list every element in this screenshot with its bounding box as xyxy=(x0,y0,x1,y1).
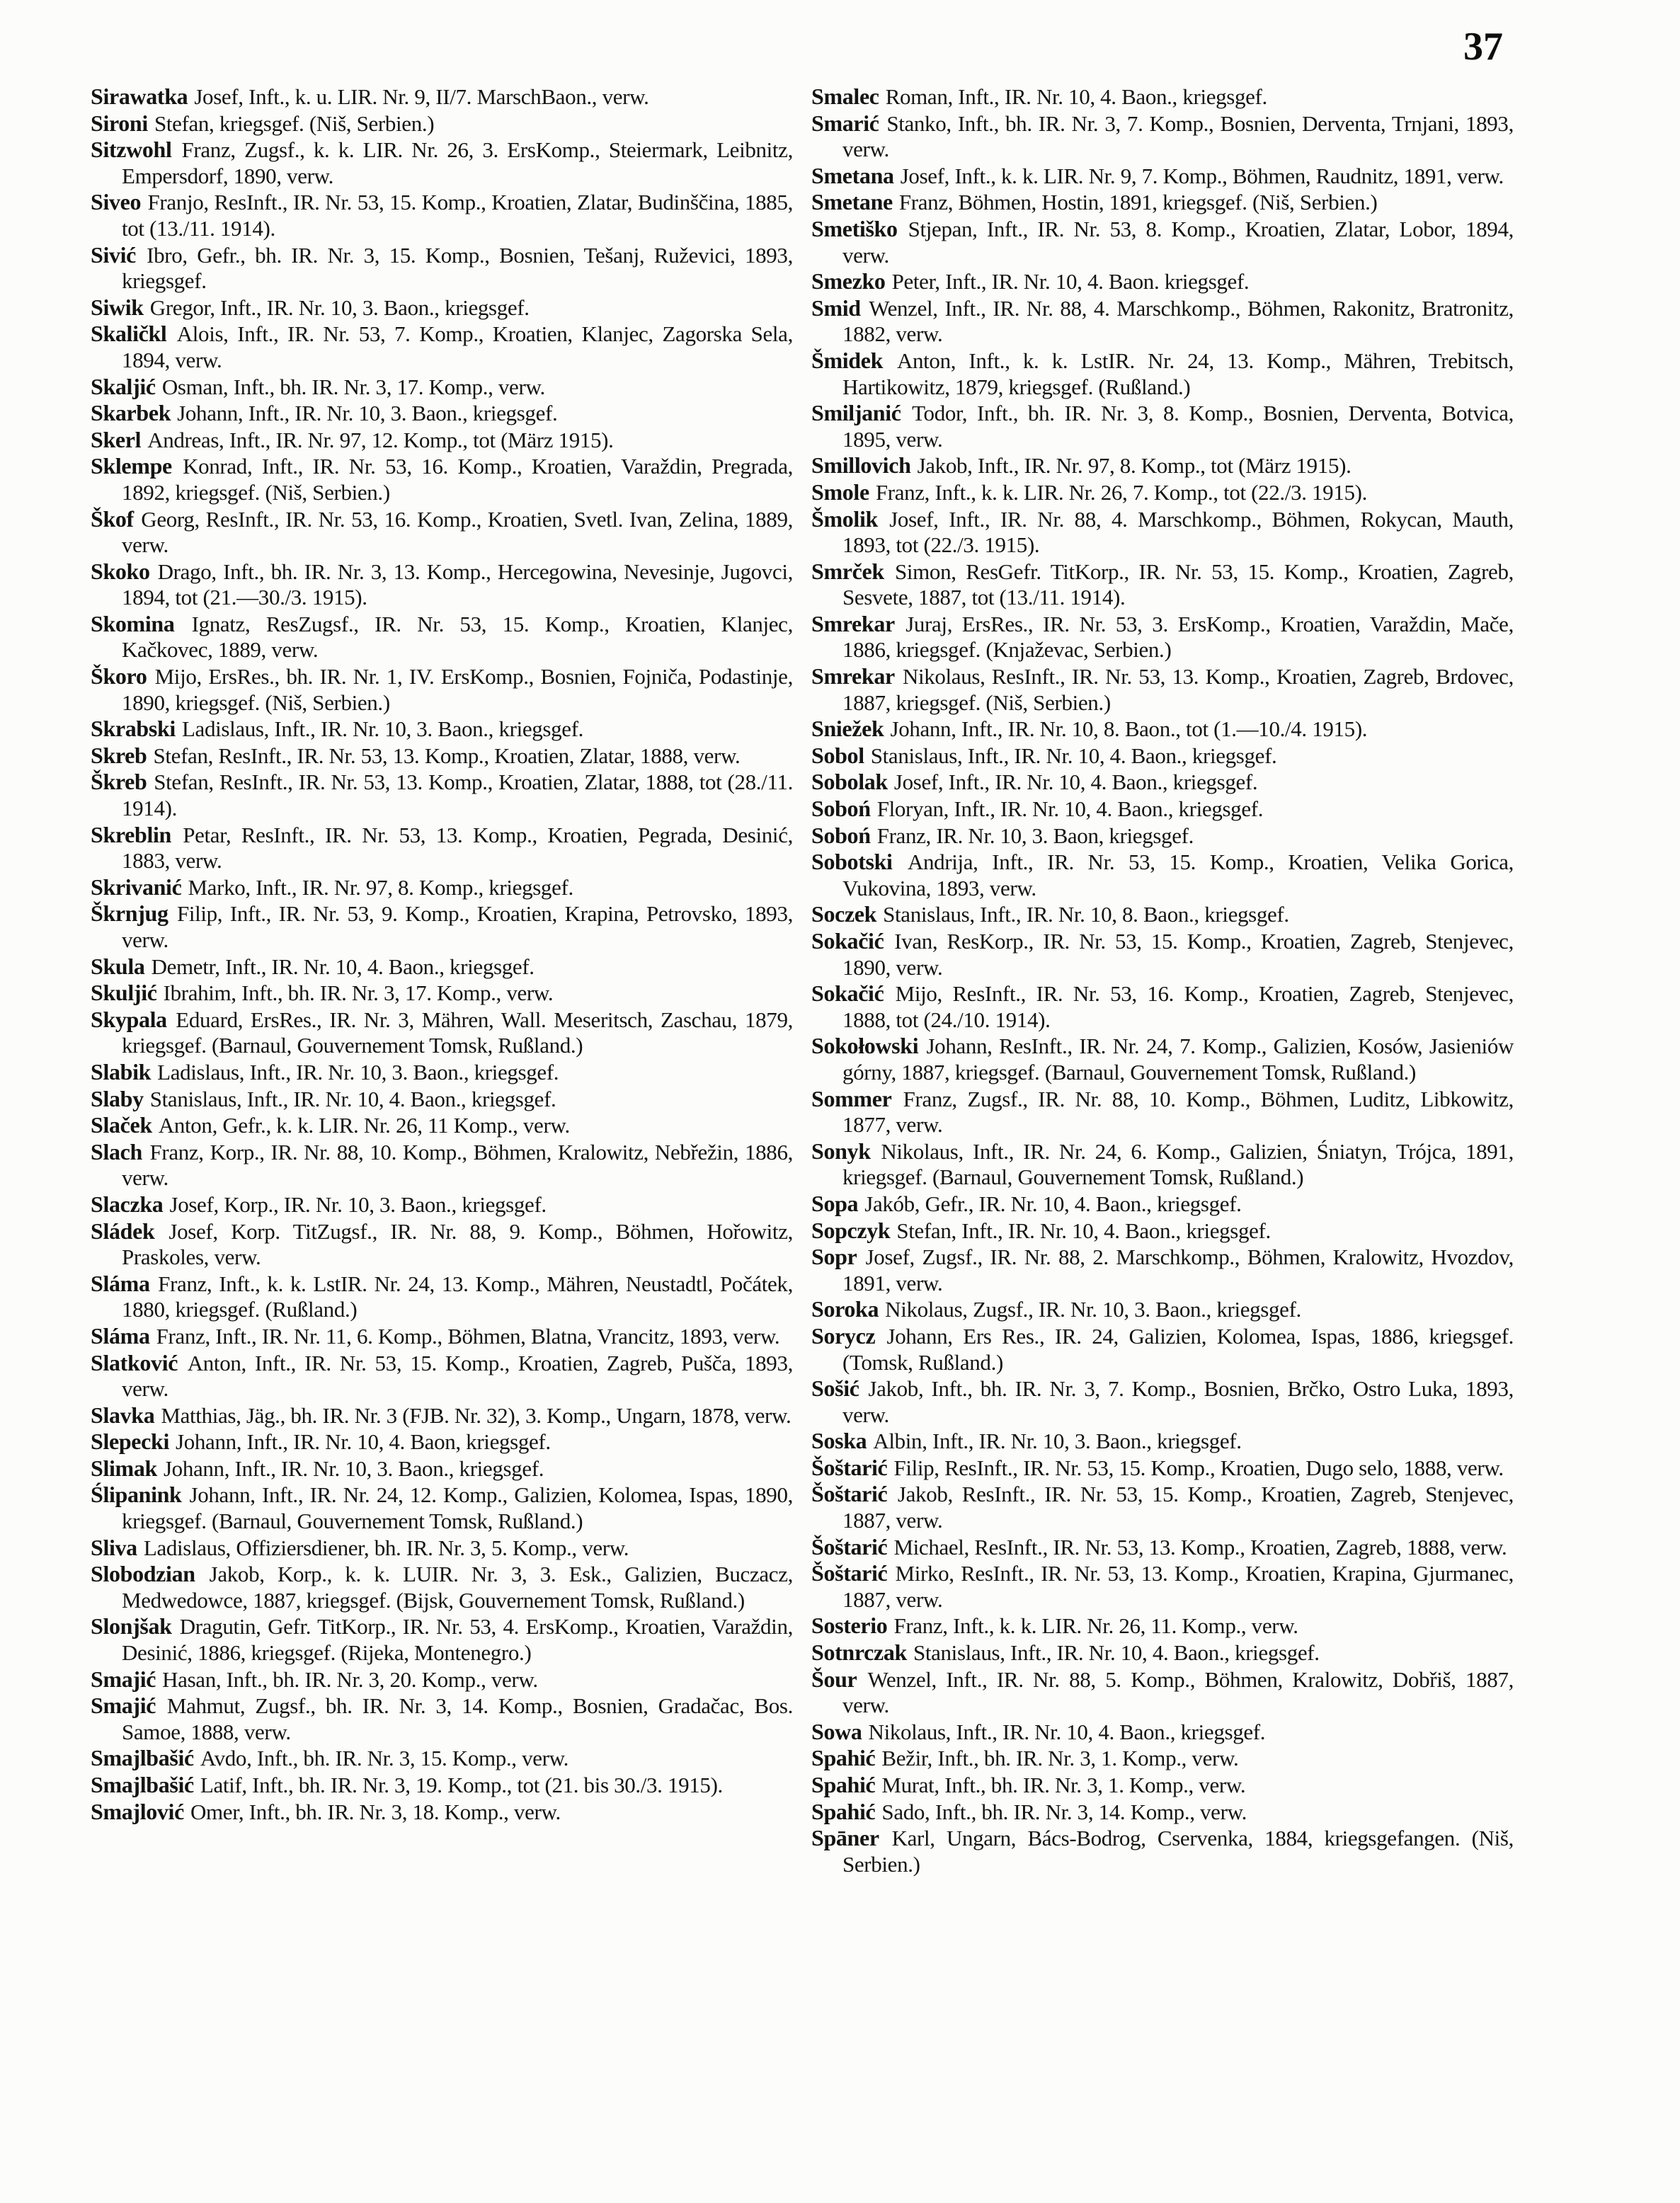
entry-details: Stanislaus, Inft., IR. Nr. 10, 4. Baon., kriegsgef. xyxy=(149,1086,556,1111)
register-entry xyxy=(91,1350,793,1402)
register-entry xyxy=(811,928,1514,980)
entry-details: Josef, Inft., k. u. LIR. Nr. 9, II/7. MarschBaon., verw. xyxy=(194,84,649,109)
register-entry xyxy=(811,1772,1514,1799)
entry-details: Ibro, Gefr., bh. IR. Nr. 3, 15. Komp., Bosnien, Tešanj, Ruževici, 1893, kriegsgef. xyxy=(122,242,793,294)
entry-details: Filip, ResInft., IR. Nr. 53, 15. Komp., Kroatien, Dugo selo, 1888, verw. xyxy=(893,1455,1504,1480)
entry-details: Anton, Inft., k. k. LstIR. Nr. 24, 13. Komp., Mähren, Trebitsch, Hartikowitz, 1879, kriegsgef. (Rußland.) xyxy=(842,348,1514,399)
entry-details: Todor, Inft., bh. IR. Nr. 3, 8. Komp., Bosnien, Derventa, Botvica, 1895, verw. xyxy=(842,401,1514,452)
register-entry xyxy=(91,1772,793,1799)
entry-surname: Soczek xyxy=(811,901,877,927)
entry-surname: Smrekar xyxy=(811,610,895,636)
register-entry xyxy=(811,1719,1514,1746)
register-entry xyxy=(811,1560,1514,1613)
register-entry xyxy=(91,822,793,874)
register-entry xyxy=(91,1086,793,1113)
entry-surname: Slavka xyxy=(91,1402,155,1428)
entry-surname: Slatković xyxy=(91,1349,178,1375)
register-entry xyxy=(811,559,1514,611)
entry-surname: Smetana xyxy=(811,162,894,188)
entry-surname: Skypala xyxy=(91,1006,167,1032)
register-entry xyxy=(91,84,793,110)
register-entry xyxy=(91,980,793,1007)
register-entry xyxy=(91,1613,793,1666)
entry-details: Eduard, ErsRes., IR. Nr. 3, Mähren, Wall. Meseritsch, Zaschau, 1879, kriegsgef. (Barnaul, Gouvernement Tomsk, Rußland.) xyxy=(122,1007,793,1058)
register-entry xyxy=(811,1745,1514,1772)
entry-details: Josef, Inft., IR. Nr. 88, 4. Marschkomp., Böhmen, Rokycan, Mauth, 1893, tot (22./3. 1915). xyxy=(842,506,1514,558)
entry-details: Stefan, Inft., IR. Nr. 10, 4. Baon., kriegsgef. xyxy=(896,1218,1271,1243)
register-entry xyxy=(811,1086,1514,1138)
register-entry xyxy=(811,1666,1514,1719)
entry-details: Anton, Gefr., k. k. LIR. Nr. 26, 11 Komp., verw. xyxy=(158,1113,570,1138)
entry-surname: Slaby xyxy=(91,1085,144,1111)
register-entry xyxy=(811,1640,1514,1666)
entry-details: Franz, IR. Nr. 10, 3. Baon, kriegsgef. xyxy=(876,823,1194,848)
entry-surname: Spahić xyxy=(811,1798,876,1824)
register-entry xyxy=(91,663,793,716)
entry-surname: Sniežek xyxy=(811,716,884,742)
entry-details: Avdo, Inft., bh. IR. Nr. 3, 15. Komp., verw. xyxy=(200,1746,569,1771)
entry-details: Nikolaus, Inft., IR. Nr. 24, 6. Komp., Galizien, Śniatyn, Trójca, 1891, kriegsgef. (Barnaul, Gouvernement Tomsk, Rußland.) xyxy=(842,1138,1514,1190)
entry-surname: Smole xyxy=(811,479,869,505)
entry-details: Jakob, ResInft., IR. Nr. 53, 15. Komp., Kroatien, Zagreb, Stenjevec, 1887, verw. xyxy=(842,1482,1514,1533)
entry-surname: Sosterio xyxy=(811,1613,888,1639)
register-entry xyxy=(91,1402,793,1429)
entry-details: Stanislaus, Inft., IR. Nr. 10, 8. Baon., kriegsgef. xyxy=(883,902,1289,927)
entry-details: Franz, Korp., IR. Nr. 88, 10. Komp., Böhmen, Kralowitz, Nebřežin, 1886, verw. xyxy=(122,1139,793,1191)
entry-surname: Šmolik xyxy=(811,505,878,532)
entry-surname: Sopczyk xyxy=(811,1217,891,1243)
entry-details: Sado, Inft., bh. IR. Nr. 3, 14. Komp., verw. xyxy=(881,1799,1247,1824)
entry-surname: Sobol xyxy=(811,742,864,768)
entry-surname: Slobodzian xyxy=(91,1561,195,1587)
entry-surname: Smalec xyxy=(811,84,879,109)
register-entry xyxy=(91,1218,793,1271)
entry-details: Franz, Inft., IR. Nr. 11, 6. Komp., Böhmen, Blatna, Vrancitz, 1893, verw. xyxy=(156,1323,780,1349)
entry-details: Josef, Zugsf., IR. Nr. 88, 2. Marschkomp., Böhmen, Kralowitz, Hvozdov, 1891, verw. xyxy=(842,1244,1514,1295)
right-column xyxy=(811,84,1514,1877)
register-entry xyxy=(91,1271,793,1323)
left-column xyxy=(91,84,793,1877)
register-entry xyxy=(811,1138,1514,1191)
entry-details: Filip, Inft., IR. Nr. 53, 9. Komp., Kroatien, Krapina, Petrovsko, 1893, verw. xyxy=(122,901,793,952)
register-entry xyxy=(91,611,793,663)
entry-surname: Škrnjug xyxy=(91,900,168,927)
entry-details: Jakob, Korp., k. k. LUIR. Nr. 3, 3. Esk., Galizien, Buczacz, Medwedowce, 1887, kriegsgef. (Bijsk, Gouvernement Tomsk, Rußland.) xyxy=(122,1562,794,1613)
entry-details: Franz, Böhmen, Hostin, 1891, kriegsgef. (Niš, Serbien.) xyxy=(898,190,1378,215)
entry-details: Stjepan, Inft., IR. Nr. 53, 8. Komp., Kroatien, Zlatar, Lobor, 1894, verw. xyxy=(842,216,1514,268)
register-entry xyxy=(811,452,1514,479)
register-entry xyxy=(91,716,793,743)
entry-details: Josef, Inft., IR. Nr. 10, 4. Baon., kriegsgef. xyxy=(893,769,1258,795)
entry-surname: Smezko xyxy=(811,268,886,294)
entry-surname: Smillovich xyxy=(811,452,911,479)
entry-details: Jakob, Inft., bh. IR. Nr. 3, 7. Komp., Bosnien, Brčko, Ostro Luka, 1893, verw. xyxy=(842,1376,1514,1427)
entry-surname: Skuljić xyxy=(91,980,157,1006)
entry-surname: Skoko xyxy=(91,558,150,584)
entry-details: Floryan, Inft., IR. Nr. 10, 4. Baon., kriegsgef. xyxy=(876,796,1264,822)
entry-surname: Siwik xyxy=(91,294,144,320)
entry-details: Karl, Ungarn, Bács-Bodrog, Cservenka, 1884, kriegsgefangen. (Niš, Serbien.) xyxy=(842,1826,1514,1877)
register-entry xyxy=(91,1429,793,1455)
register-entry xyxy=(811,901,1514,928)
entry-surname: Slimak xyxy=(91,1455,157,1481)
entry-surname: Sommer xyxy=(811,1085,892,1111)
entry-details: Stanislaus, Inft., IR. Nr. 10, 4. Baon., kriegsgef. xyxy=(913,1640,1320,1666)
register-entry xyxy=(91,374,793,401)
entry-details: Johann, Ers Res., IR. 24, Galizien, Kolomea, Ispas, 1886, kriegsgef. (Tomsk, Rußland.) xyxy=(842,1323,1514,1375)
entry-details: Ignatz, ResZugsf., IR. Nr. 53, 15. Komp., Kroatien, Klanjec, Kačkovec, 1889, verw. xyxy=(122,611,793,663)
entry-surname: Slepecki xyxy=(91,1429,169,1455)
register-entry xyxy=(91,1323,793,1350)
entry-details: Johann, Inft., IR. Nr. 10, 3. Baon., kriegsgef. xyxy=(177,401,558,426)
register-entry xyxy=(91,1139,793,1191)
entry-surname: Sopr xyxy=(811,1244,857,1270)
entry-surname: Škreb xyxy=(91,769,147,795)
entry-surname: Šoštarić xyxy=(811,1533,888,1560)
register-entry xyxy=(811,849,1514,901)
entry-surname: Smajlbašić xyxy=(91,1772,194,1797)
register-entry xyxy=(811,796,1514,823)
entry-surname: Smajlović xyxy=(91,1798,184,1824)
register-entry xyxy=(811,1218,1514,1244)
register-entry xyxy=(91,506,793,559)
page-number: 37 xyxy=(1463,25,1503,69)
entry-surname: Škof xyxy=(91,505,134,532)
entry-details: Stanislaus, Inft., IR. Nr. 10, 4. Baon., kriegsgef. xyxy=(870,743,1277,768)
register-entry xyxy=(811,1799,1514,1826)
entry-surname: Skrabski xyxy=(91,716,176,742)
entry-surname: Smetiško xyxy=(811,215,898,241)
register-entry xyxy=(811,506,1514,559)
register-entry xyxy=(811,1191,1514,1218)
entry-details: Stefan, ResInft., IR. Nr. 53, 13. Komp., Kroatien, Zlatar, 1888, tot (28./11. 1914). xyxy=(122,769,793,821)
entry-surname: Sirawatka xyxy=(91,84,188,109)
entry-details: Juraj, ErsRes., IR. Nr. 53, 3. ErsKomp., Kroatien, Varaždin, Mače, 1886, kriegsgef. (Knjaževac, Serbien.) xyxy=(842,611,1514,663)
entry-surname: Soroka xyxy=(811,1296,879,1322)
entry-details: Peter, Inft., IR. Nr. 10, 4. Baon. kriegsgef. xyxy=(891,269,1250,294)
entry-surname: Šoštarić xyxy=(811,1454,888,1480)
register-entry xyxy=(91,954,793,980)
register-entry xyxy=(811,1428,1514,1455)
entry-surname: Skaljić xyxy=(91,373,156,399)
register-entry xyxy=(811,1296,1514,1323)
entry-surname: Slach xyxy=(91,1138,142,1165)
register-entry xyxy=(91,743,793,769)
entry-details: Mijo, ErsRes., bh. IR. Nr. 1, IV. ErsKomp., Bosnien, Fojniča, Podastinje, 1890, kriegsgef. (Niš, Serbien.) xyxy=(122,664,793,715)
entry-surname: Sošić xyxy=(811,1375,859,1402)
entry-details: Bežir, Inft., bh. IR. Nr. 3, 1. Komp., verw. xyxy=(881,1746,1239,1771)
entry-details: Franz, Zugsf., k. k. LIR. Nr. 26, 3. ErsKomp., Steiermark, Leibnitz, Empersdorf, 1890, verw. xyxy=(122,137,793,188)
entry-surname: Sláma xyxy=(91,1270,150,1296)
register-entry xyxy=(91,400,793,427)
register-entry xyxy=(811,716,1514,743)
entry-details: Albin, Inft., IR. Nr. 10, 3. Baon., kriegsgef. xyxy=(873,1429,1242,1454)
register-entry xyxy=(811,189,1514,216)
entry-details: Georg, ResInft., IR. Nr. 53, 16. Komp., Kroatien, Svetl. Ivan, Zelina, 1889, verw. xyxy=(122,506,793,558)
entry-surname: Sonyk xyxy=(811,1138,871,1164)
entry-details: Johann, Inft., IR. Nr. 24, 12. Komp., Galizien, Kolomea, Ispas, 1890, kriegsgef. (Barnaul, Gouvernement Tomsk, Rußland.) xyxy=(122,1482,794,1534)
entry-surname: Sokačić xyxy=(811,980,884,1007)
entry-surname: Smajić xyxy=(91,1693,156,1719)
entry-surname: Sokołowski xyxy=(811,1033,919,1059)
register-entry xyxy=(91,453,793,505)
entry-surname: Sobolak xyxy=(811,769,888,795)
entry-details: Nikolaus, ResInft., IR. Nr. 53, 13. Komp., Kroatien, Zagreb, Brdovec, 1887, kriegsgef. (Niš, Serbien.) xyxy=(842,664,1514,715)
entry-surname: Smajić xyxy=(91,1666,156,1692)
register-entry xyxy=(811,348,1514,400)
register-entry xyxy=(811,823,1514,849)
entry-surname: Sládek xyxy=(91,1218,155,1244)
register-entry xyxy=(91,1455,793,1482)
register-entry xyxy=(811,743,1514,769)
entry-details: Franz, Zugsf., IR. Nr. 88, 10. Komp., Böhmen, Luditz, Libkowitz, 1877, verw. xyxy=(842,1086,1514,1138)
entry-details: Nikolaus, Zugsf., IR. Nr. 10, 3. Baon., kriegsgef. xyxy=(885,1297,1301,1322)
entry-surname: Ślipanink xyxy=(91,1482,182,1508)
entry-details: Ibrahim, Inft., bh. IR. Nr. 3, 17. Komp., verw. xyxy=(163,980,554,1006)
entry-details: Josef, Inft., k. k. LIR. Nr. 9, 7. Komp., Böhmen, Raudnitz, 1891, verw. xyxy=(900,163,1504,188)
entry-surname: Slaček xyxy=(91,1112,152,1138)
entry-details: Johann, Inft., IR. Nr. 10, 4. Baon, kriegsgef. xyxy=(176,1429,551,1455)
entry-surname: Sironi xyxy=(91,110,148,136)
entry-surname: Soska xyxy=(811,1428,867,1454)
entry-surname: Škoro xyxy=(91,663,147,689)
entry-details: Omer, Inft., bh. IR. Nr. 3, 18. Komp., verw. xyxy=(190,1799,561,1824)
register-entry xyxy=(91,189,793,241)
register-entry xyxy=(811,980,1514,1033)
register-entry xyxy=(91,427,793,454)
entry-surname: Sivić xyxy=(91,241,137,268)
entry-surname: Smid xyxy=(811,294,861,321)
entry-details: Mijo, ResInft., IR. Nr. 53, 16. Komp., Kroatien, Zagreb, Stenjevec, 1888, tot (24./10. 1914). xyxy=(842,981,1514,1032)
entry-details: Drago, Inft., bh. IR. Nr. 3, 13. Komp., Hercegowina, Nevesinje, Jugovci, 1894, tot (21.—30./3. 1915). xyxy=(122,559,794,610)
entry-details: Simon, ResGefr. TitKorp., IR. Nr. 53, 15. Komp., Kroatien, Zagreb, Sesvete, 1887, tot (13./11. 1914). xyxy=(842,559,1514,610)
entry-details: Anton, Inft., IR. Nr. 53, 15. Komp., Kroatien, Zagreb, Pušča, 1893, verw. xyxy=(122,1350,794,1402)
register-entry xyxy=(91,1535,793,1562)
register-entry xyxy=(811,1534,1514,1561)
entry-details: Stefan, ResInft., IR. Nr. 53, 13. Komp., Kroatien, Zlatar, 1888, verw. xyxy=(153,743,741,768)
entry-details: Josef, Korp., IR. Nr. 10, 3. Baon., kriegsgef. xyxy=(169,1191,547,1217)
entry-details: Franz, Inft., k. k. LIR. Nr. 26, 7. Komp., tot (22./3. 1915). xyxy=(875,479,1368,505)
entry-surname: Sitzwohl xyxy=(91,137,172,163)
entry-details: Mahmut, Zugsf., bh. IR. Nr. 3, 14. Komp., Bosnien, Gradačac, Bos. Samoe, 1888, verw. xyxy=(122,1693,794,1744)
entry-details: Mirko, ResInft., IR. Nr. 53, 13. Komp., Kroatien, Krapina, Gjurmanec, 1887, verw. xyxy=(842,1561,1514,1612)
entry-details: Franjo, ResInft., IR. Nr. 53, 15. Komp., Kroatien, Zlatar, Budinščina, 1885, tot (13./11. 1914). xyxy=(122,190,793,241)
entry-details: Ivan, ResKorp., IR. Nr. 53, 15. Komp., Kroatien, Zagreb, Stenjevec, 1890, verw. xyxy=(842,929,1514,980)
entry-details: Johann, Inft., IR. Nr. 10, 3. Baon., kriegsgef. xyxy=(163,1455,544,1481)
entry-surname: Skomina xyxy=(91,610,175,636)
register-entry xyxy=(91,1799,793,1826)
register-entry xyxy=(811,1481,1514,1533)
entry-details: Alois, Inft., IR. Nr. 53, 7. Komp., Kroatien, Klanjec, Zagorska Sela, 1894, verw. xyxy=(122,321,793,372)
entry-surname: Šoštarić xyxy=(811,1481,888,1507)
register-entry xyxy=(91,110,793,137)
entry-details: Hasan, Inft., bh. IR. Nr. 3, 20. Komp., verw. xyxy=(162,1666,538,1692)
entry-surname: Smrekar xyxy=(811,663,895,689)
entry-details: Dragutin, Gefr. TitKorp., IR. Nr. 53, 4. ErsKomp., Kroatien, Varaždin, Desinić, 1886, kriegsgef. (Rijeka, Montenegro.) xyxy=(122,1614,793,1666)
register-entry xyxy=(91,1561,793,1613)
register-entry xyxy=(811,1323,1514,1375)
register-entry xyxy=(811,479,1514,506)
register-entry xyxy=(811,163,1514,190)
register-entry xyxy=(811,1244,1514,1296)
entry-details: Andrija, Inft., IR. Nr. 53, 15. Komp., Kroatien, Velika Gorica, Vukovina, 1893, verw. xyxy=(842,849,1514,900)
entry-surname: Šmidek xyxy=(811,347,884,373)
entry-surname: Skerl xyxy=(91,426,142,452)
register-entry xyxy=(91,559,793,611)
entry-surname: Sopa xyxy=(811,1190,859,1216)
entry-details: Michael, ResInft., IR. Nr. 53, 13. Komp., Kroatien, Zagreb, 1888, verw. xyxy=(893,1534,1507,1560)
entry-details: Gregor, Inft., IR. Nr. 10, 3. Baon., kriegsgef. xyxy=(149,294,530,320)
entry-surname: Smajlbašić xyxy=(91,1745,194,1771)
register-entry xyxy=(811,295,1514,348)
entry-details: Ladislaus, Offiziersdiener, bh. IR. Nr. 3, 5. Komp., verw. xyxy=(143,1535,629,1560)
register-entry xyxy=(811,400,1514,452)
entry-details: Wenzel, Inft., IR. Nr. 88, 4. Marschkomp., Böhmen, Rakonitz, Bratronitz, 1882, verw. xyxy=(842,295,1514,347)
entry-surname: Skarbek xyxy=(91,400,171,426)
register-entry xyxy=(91,1482,793,1534)
entry-details: Ladislaus, Inft., IR. Nr. 10, 3. Baon., kriegsgef. xyxy=(157,1059,559,1085)
register-entry xyxy=(91,1007,793,1059)
entry-details: Osman, Inft., bh. IR. Nr. 3, 17. Komp., verw. xyxy=(161,374,545,399)
register-entry xyxy=(811,1375,1514,1428)
entry-surname: Spahić xyxy=(811,1772,876,1797)
entry-surname: Smrček xyxy=(811,558,884,584)
entry-details: Johann, ResInft., IR. Nr. 24, 7. Komp., Galizien, Kosów, Jasieniów górny, 1887, kriegsgef. (Barnaul, Gouvernement Tomsk, Rußland.) xyxy=(842,1034,1514,1085)
register-entry xyxy=(91,769,793,821)
entry-details: Josef, Korp. TitZugsf., IR. Nr. 88, 9. Komp., Böhmen, Hořowitz, Praskoles, verw. xyxy=(122,1218,793,1270)
register-entry xyxy=(91,137,793,189)
entry-details: Demetr, Inft., IR. Nr. 10, 4. Baon., kriegsgef. xyxy=(151,954,535,979)
entry-details: Jakob, Inft., IR. Nr. 97, 8. Komp., tot (März 1915). xyxy=(917,453,1352,479)
entry-surname: Spahić xyxy=(811,1745,876,1771)
entry-surname: Slaczka xyxy=(91,1191,164,1217)
entry-details: Stanko, Inft., bh. IR. Nr. 3, 7. Komp., Bosnien, Derventa, Trnjani, 1893, verw. xyxy=(842,110,1514,162)
register-entry xyxy=(91,1112,793,1139)
entry-surname: Sowa xyxy=(811,1718,862,1744)
register-entry xyxy=(91,242,793,294)
entry-details: Petar, ResInft., IR. Nr. 53, 13. Komp., Kroatien, Pegrada, Desinić, 1883, verw. xyxy=(122,822,794,874)
register-entry xyxy=(91,874,793,901)
register-entry xyxy=(811,611,1514,663)
entry-surname: Sotnrczak xyxy=(811,1640,907,1666)
register-entry xyxy=(811,663,1514,716)
register-entry xyxy=(91,1059,793,1086)
entry-surname: Sklempe xyxy=(91,453,172,479)
entry-details: Franz, Inft., k. k. LIR. Nr. 26, 11. Komp., verw. xyxy=(893,1613,1298,1639)
register-entry xyxy=(811,216,1514,268)
entry-surname: Smetane xyxy=(811,189,893,215)
register-entry xyxy=(91,1191,793,1218)
entry-surname: Slonjšak xyxy=(91,1613,172,1640)
entry-details: Wenzel, Inft., IR. Nr. 88, 5. Komp., Böhmen, Kralowitz, Dobřiš, 1887, verw. xyxy=(842,1666,1514,1718)
entry-details: Johann, Inft., IR. Nr. 10, 8. Baon., tot (1.—10./4. 1915). xyxy=(890,716,1368,742)
entry-details: Jakób, Gefr., IR. Nr. 10, 4. Baon., kriegsgef. xyxy=(864,1191,1242,1216)
register-entry xyxy=(91,1745,793,1772)
entry-details: Stefan, kriegsgef. (Niš, Serbien.) xyxy=(154,110,435,136)
entry-surname: Skaličkl xyxy=(91,321,167,347)
entry-surname: Sláma xyxy=(91,1322,150,1349)
entry-details: Franz, Inft., k. k. LstIR. Nr. 24, 13. Komp., Mähren, Neustadtl, Počátek, 1880, kriegsgef. (Rußland.) xyxy=(122,1271,793,1322)
entry-surname: Spāner xyxy=(811,1825,879,1851)
entry-surname: Sorycz xyxy=(811,1322,876,1349)
register-entry xyxy=(811,268,1514,295)
entry-details: Murat, Inft., bh. IR. Nr. 3, 1. Komp., verw. xyxy=(881,1773,1246,1797)
register-entry xyxy=(811,1033,1514,1085)
entry-details: Marko, Inft., IR. Nr. 97, 8. Komp., kriegsgef. xyxy=(188,874,573,900)
entry-surname: Soboń xyxy=(811,796,871,822)
register-entry xyxy=(91,1666,793,1693)
entry-details: Konrad, Inft., IR. Nr. 53, 16. Komp., Kroatien, Varaždin, Pregrada, 1892, kriegsgef. (Niš, Serbien.) xyxy=(122,454,793,505)
register-entry xyxy=(91,900,793,953)
entry-surname: Smarić xyxy=(811,110,879,136)
register-entry xyxy=(91,1693,793,1745)
entry-details: Andreas, Inft., IR. Nr. 97, 12. Komp., tot (März 1915). xyxy=(147,427,614,452)
entry-surname: Skreblin xyxy=(91,821,171,847)
entry-surname: Skula xyxy=(91,953,145,979)
register-entry xyxy=(811,1455,1514,1482)
entry-surname: Sobotski xyxy=(811,849,893,875)
entry-details: Roman, Inft., IR. Nr. 10, 4. Baon., kriegsgef. xyxy=(885,84,1267,109)
entry-surname: Smiljanić xyxy=(811,400,901,426)
entry-surname: Siveo xyxy=(91,189,142,215)
entry-details: Ladislaus, Inft., IR. Nr. 10, 3. Baon., kriegsgef. xyxy=(181,716,584,742)
entry-surname: Skreb xyxy=(91,742,147,768)
entry-surname: Sokačić xyxy=(811,928,884,954)
entry-details: Latif, Inft., bh. IR. Nr. 3, 19. Komp., tot (21. bis 30./3. 1915). xyxy=(200,1773,723,1797)
register-columns xyxy=(91,84,1514,1877)
register-entry xyxy=(811,769,1514,796)
entry-surname: Sliva xyxy=(91,1534,137,1560)
register-entry xyxy=(811,1825,1514,1877)
register-entry xyxy=(91,321,793,373)
entry-details: Matthias, Jäg., bh. IR. Nr. 3 (FJB. Nr. 32), 3. Komp., Ungarn, 1878, verw. xyxy=(161,1402,792,1428)
register-entry xyxy=(811,110,1514,163)
register-entry xyxy=(811,84,1514,110)
entry-details: Nikolaus, Inft., IR. Nr. 10, 4. Baon., kriegsgef. xyxy=(868,1719,1266,1744)
entry-surname: Soboń xyxy=(811,822,871,848)
entry-surname: Slabik xyxy=(91,1058,152,1085)
entry-surname: Skrivanić xyxy=(91,874,182,900)
register-entry xyxy=(91,294,793,321)
entry-surname: Šour xyxy=(811,1666,857,1692)
entry-surname: Šoštarić xyxy=(811,1560,888,1586)
register-entry xyxy=(811,1613,1514,1640)
